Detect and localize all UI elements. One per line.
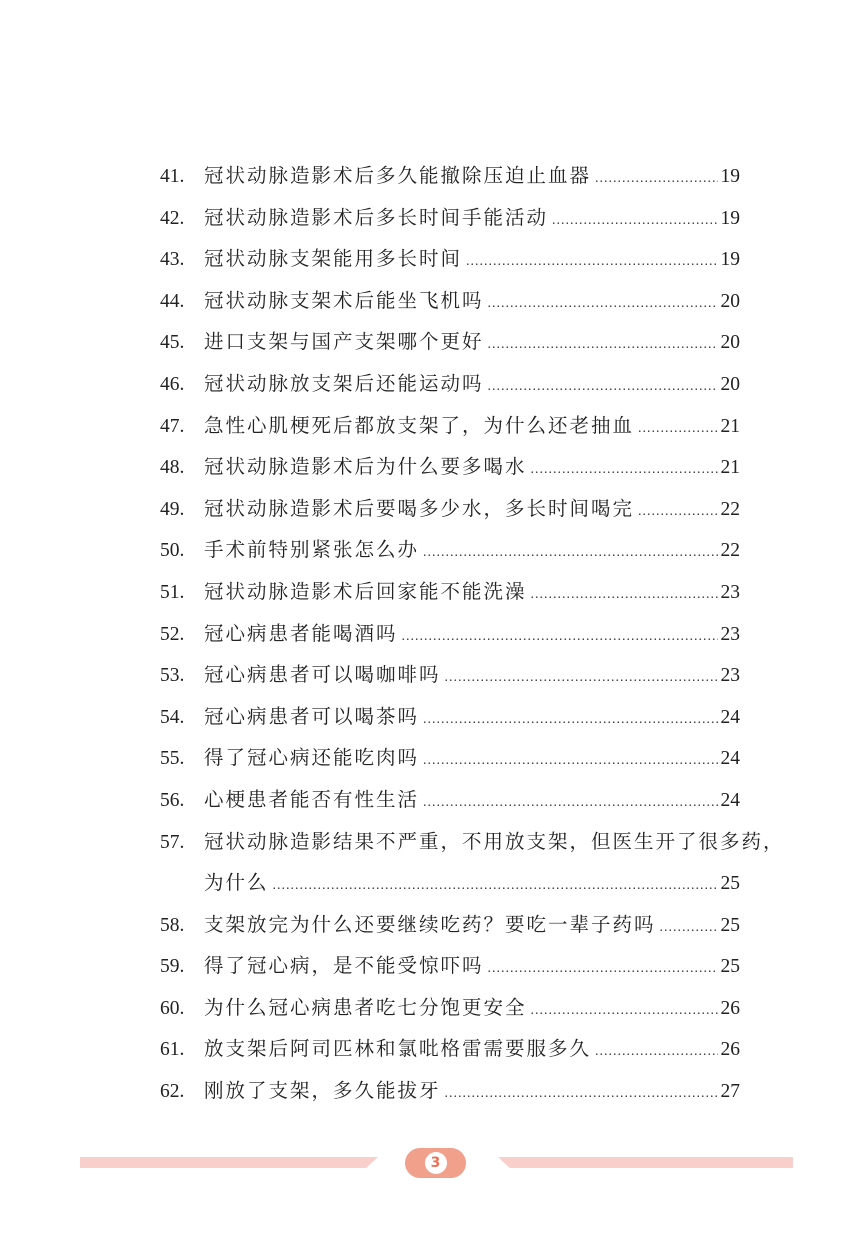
dot-leader [273,865,718,907]
toc-page-number: 24 [720,706,740,728]
toc-number: 45. [160,332,185,354]
footer-band-right [498,1157,793,1168]
toc-entry-44[interactable] [160,280,740,322]
toc-entry-47[interactable] [160,405,740,447]
dot-leader [488,324,718,366]
toc-page-number: 26 [720,1039,740,1061]
dot-leader [488,948,718,990]
toc-title: 冠状动脉支架能用多长时间 [204,247,463,271]
toc-title: 放支架后阿司匹林和氯吡格雷需要服多久 [204,1037,592,1061]
toc-title: 冠状动脉造影术后要喝多少水，多长时间喝完 [204,496,635,520]
toc-title: 支架放完为什么还要继续吃药？要吃一辈子药吗 [204,912,656,936]
page-number: 3 [425,1152,447,1174]
dot-leader [638,491,718,533]
toc-title: 冠状动脉造影术后多长时间手能活动 [204,205,549,229]
page-footer [80,1146,793,1180]
toc-entry-46[interactable] [160,363,740,405]
dot-leader [488,283,718,325]
toc-entry-42[interactable] [160,197,740,239]
toc-title: 冠状动脉造影结果不严重，不用放支架，但医生开了很多药， [204,829,785,853]
toc-entry-43[interactable] [160,238,740,280]
toc-page-number: 23 [720,623,740,645]
toc-entry-57-continued[interactable] [160,862,740,904]
toc-number: 49. [160,498,185,520]
toc-entry-41[interactable] [160,155,740,197]
toc-entry-56[interactable] [160,779,740,821]
toc-entry-61[interactable] [160,1028,740,1070]
dot-leader [488,366,718,408]
toc-page-number: 19 [720,207,740,229]
dot-leader [595,158,718,200]
toc-title: 进口支架与国产支架哪个更好 [204,330,484,354]
toc-number: 43. [160,249,185,271]
dot-leader [595,1031,718,1073]
dot-leader [531,574,718,616]
toc-number: 47. [160,415,185,437]
dot-leader [423,532,718,574]
dot-leader [423,740,718,782]
toc-number: 46. [160,373,185,395]
toc-entry-62[interactable] [160,1070,740,1112]
toc-number: 55. [160,748,185,770]
toc-page-number: 24 [720,748,740,770]
toc-number: 52. [160,623,185,645]
toc-title: 得了冠心病还能吃肉吗 [204,746,420,770]
toc-entry-59[interactable] [160,945,740,987]
toc-entry-57[interactable] [160,821,785,863]
toc-number: 53. [160,665,185,687]
toc-title: 冠状动脉放支架后还能运动吗 [204,371,484,395]
dot-leader [531,449,718,491]
toc-page-number: 22 [720,540,740,562]
toc-page-number: 25 [720,914,740,936]
toc-page-number: 22 [720,498,740,520]
toc-page-number: 24 [720,789,740,811]
toc-number: 50. [160,540,185,562]
toc-number: 48. [160,457,185,479]
toc-number: 42. [160,207,185,229]
toc-entry-58[interactable] [160,904,740,946]
toc-number: 56. [160,789,185,811]
toc-page-number: 20 [720,373,740,395]
toc-title: 冠心病患者能喝酒吗 [204,621,398,645]
toc-number: 59. [160,956,185,978]
toc-page-number: 25 [720,956,740,978]
toc-number: 57. [160,831,185,853]
toc-title: 得了冠心病，是不能受惊吓吗 [204,954,484,978]
toc-title: 心梗患者能否有性生活 [204,787,420,811]
toc-number: 62. [160,1081,185,1103]
toc-page-number: 21 [720,415,740,437]
toc-title: 急性心肌梗死后都放支架了，为什么还老抽血 [204,413,635,437]
dot-leader [531,990,718,1032]
toc-entry-48[interactable] [160,446,740,488]
footer-band-left [80,1157,378,1168]
dot-leader [660,907,718,949]
toc-title: 冠状动脉支架术后能坐飞机吗 [204,288,484,312]
toc-entry-49[interactable] [160,488,740,530]
toc-page-number: 23 [720,665,740,687]
toc-title: 冠心病患者可以喝咖啡吗 [204,663,441,687]
toc-title: 刚放了支架，多久能拔牙 [204,1079,441,1103]
toc-entry-50[interactable] [160,529,740,571]
toc-entry-45[interactable] [160,321,740,363]
toc-title: 冠状动脉造影术后多久能撤除压迫止血器 [204,164,592,187]
toc-page-number: 25 [720,873,740,895]
dot-leader [638,408,718,450]
toc-number: 54. [160,706,185,728]
toc-page-number: 27 [720,1081,740,1103]
toc-title: 手术前特别紧张怎么办 [204,538,420,562]
toc-number: 41. [160,166,185,187]
toc-number: 58. [160,914,185,936]
toc-page-number: 20 [720,332,740,354]
toc-number: 60. [160,997,185,1019]
toc-page-number: 23 [720,581,740,603]
toc-page-number: 26 [720,997,740,1019]
toc-title: 为什么冠心病患者吃七分饱更安全 [204,995,527,1019]
toc-number: 44. [160,290,185,312]
toc-page-number: 21 [720,457,740,479]
dot-leader [423,782,718,824]
toc-title-continued: 为什么 [204,871,269,895]
toc-number: 61. [160,1039,185,1061]
dot-leader [423,699,718,741]
dot-leader [552,200,718,242]
page-number-badge [405,1148,466,1178]
dot-leader [466,241,718,283]
toc-entry-52[interactable] [160,613,740,655]
toc-entry-54[interactable] [160,696,740,738]
toc-page-number: 20 [720,290,740,312]
toc-page-number: 19 [720,249,740,271]
toc-entry-51[interactable] [160,571,740,613]
toc-number: 51. [160,581,185,603]
table-of-contents [160,155,785,1112]
toc-title: 冠状动脉造影术后为什么要多喝水 [204,455,527,479]
toc-title: 冠状动脉造影术后回家能不能洗澡 [204,579,527,603]
toc-page-number: 19 [720,166,740,187]
toc-entry-60[interactable] [160,987,740,1029]
dot-leader [445,1073,718,1115]
dot-leader [445,657,718,699]
dot-leader [402,616,718,658]
toc-title: 冠心病患者可以喝茶吗 [204,704,420,728]
toc-entry-53[interactable] [160,654,740,696]
toc-entry-55[interactable] [160,737,740,779]
